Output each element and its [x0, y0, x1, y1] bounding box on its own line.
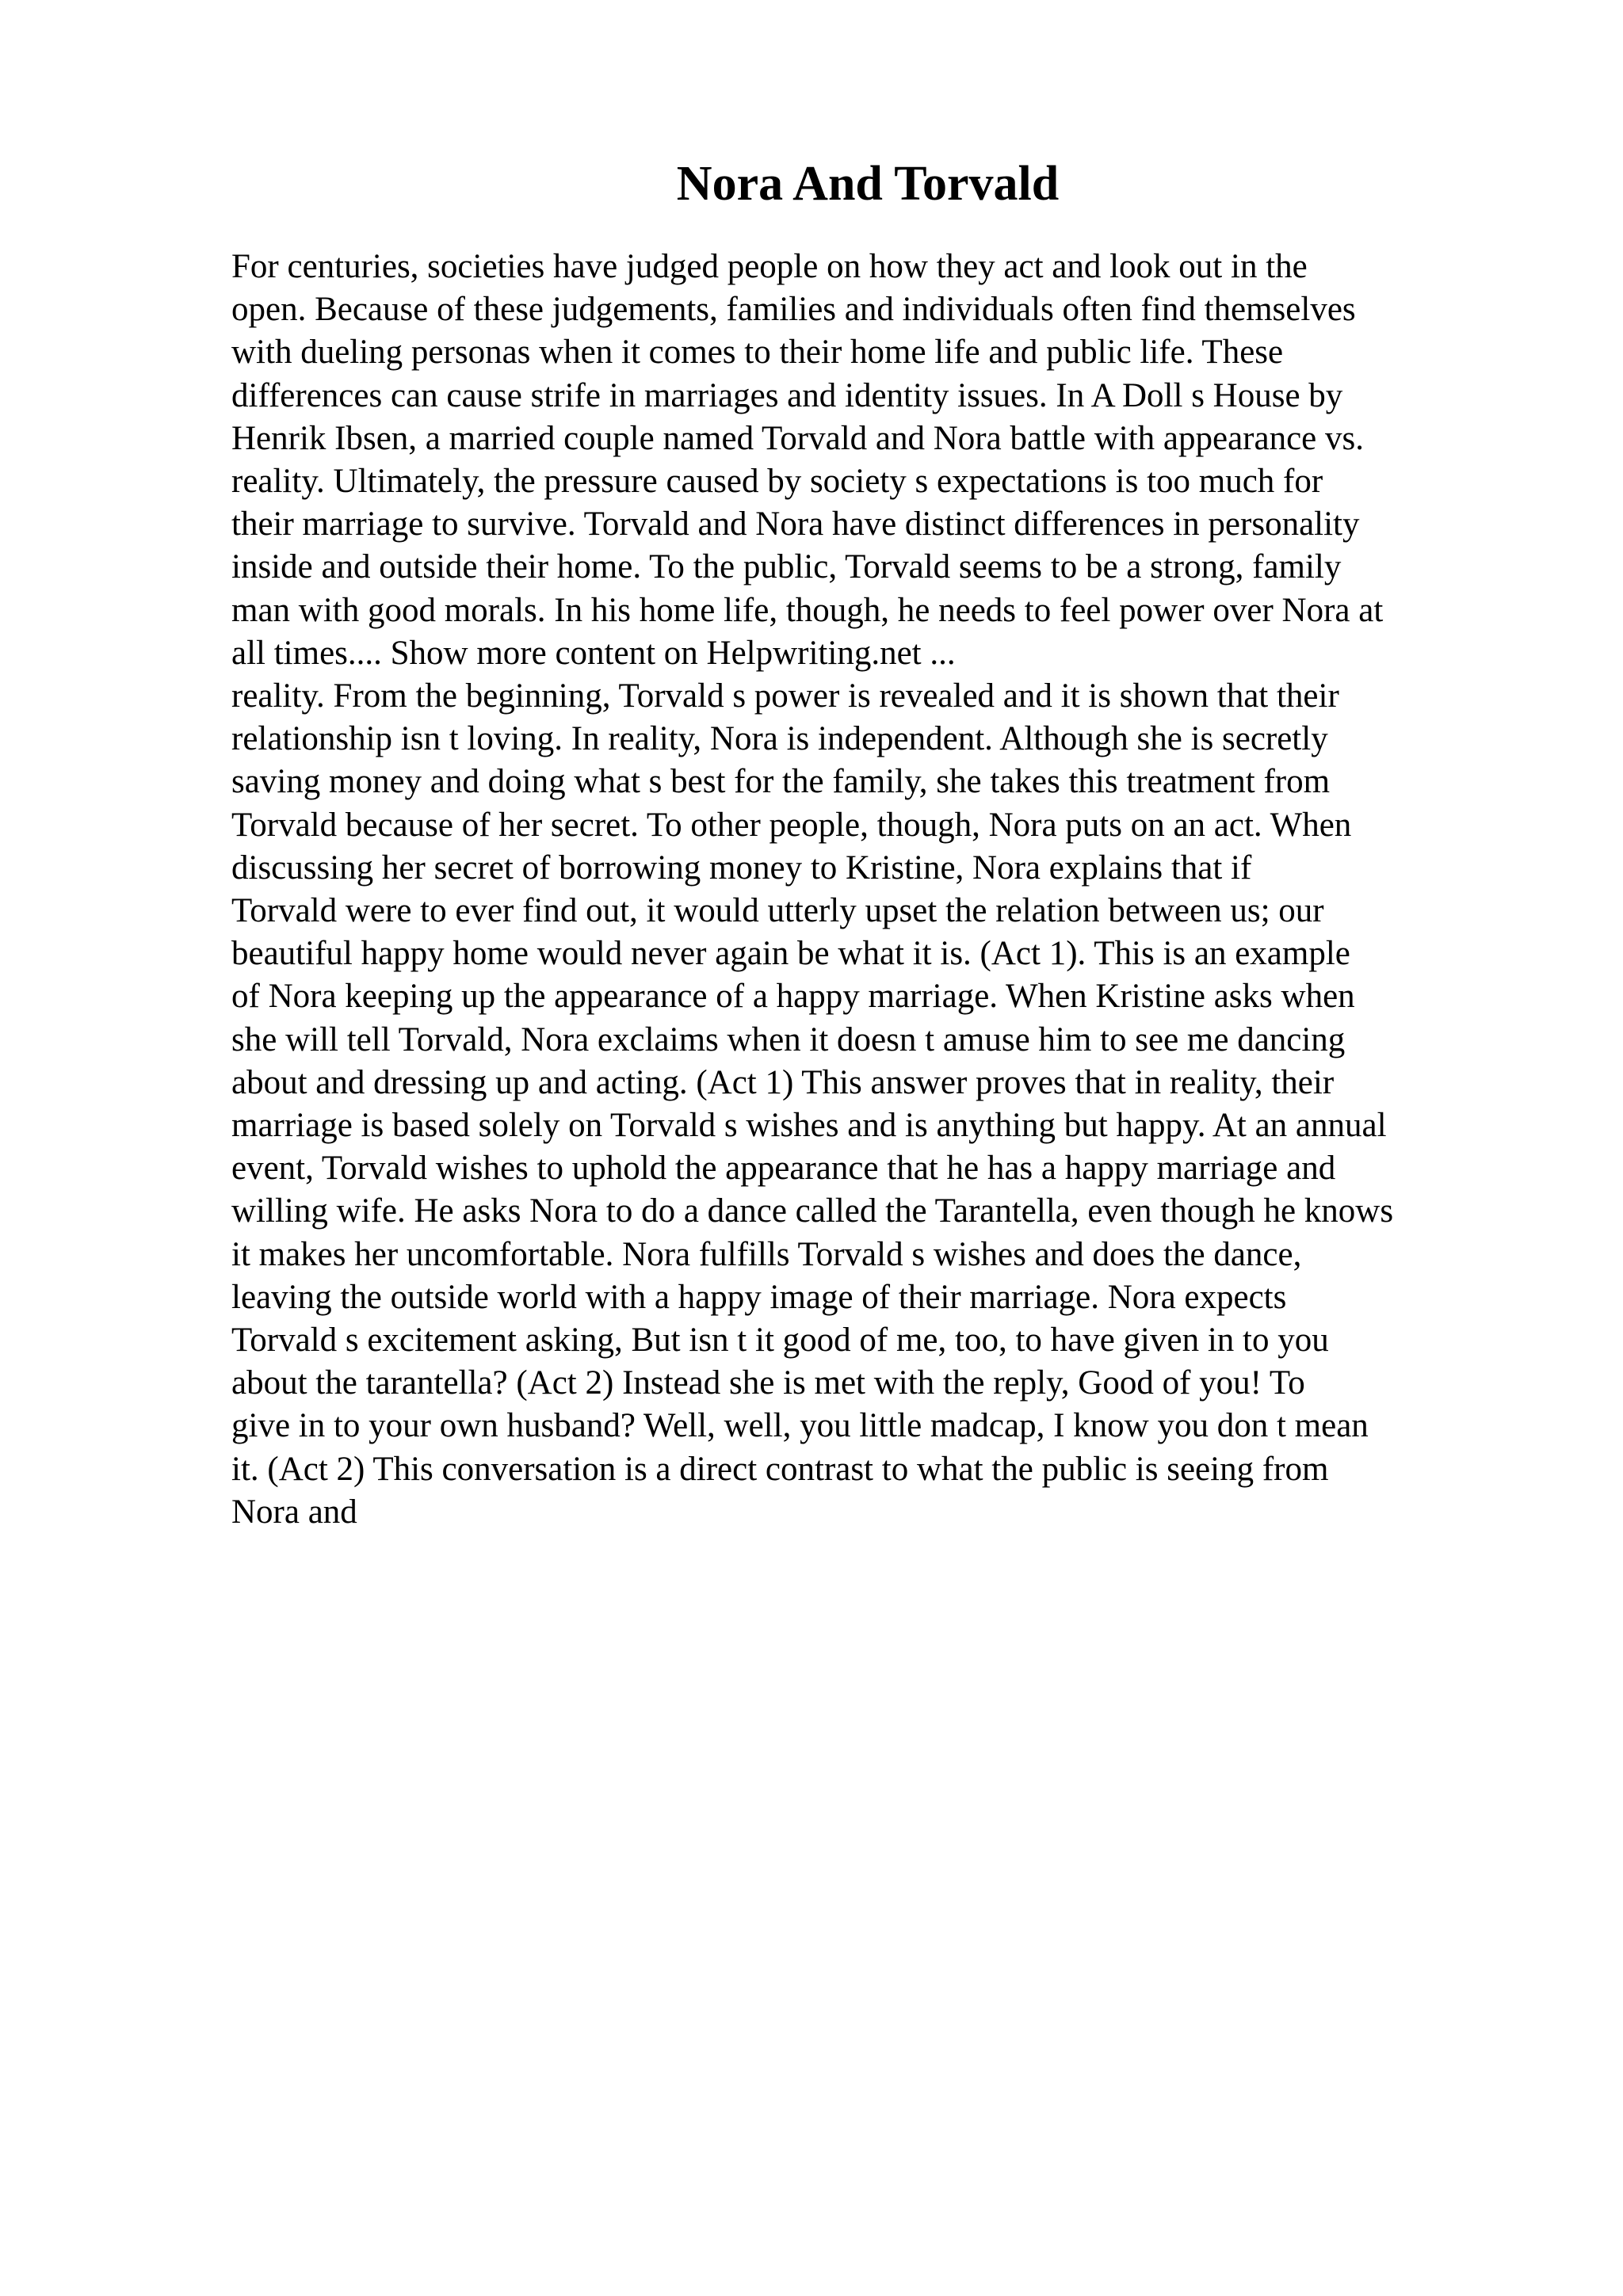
body-line: Henrik Ibsen, a married couple named Torvald and Nora battle with appearance vs.: [231, 419, 1364, 457]
body-line: differences can cause strife in marriages and identity issues. In A Doll s House by: [231, 376, 1343, 414]
body-line: beautiful happy home would never again be what it is. (Act 1). This is an example: [231, 935, 1350, 973]
body-line: saving money and doing what s best for the family, she takes this treatment from: [231, 763, 1331, 801]
body-line: about the tarantella? (Act 2) Instead she is met with the reply, Good of you! To: [231, 1364, 1305, 1402]
body-line: inside and outside their home. To the public, Torvald seems to be a strong, family: [231, 548, 1342, 586]
body-line: man with good morals. In his home life, though, he needs to feel power over Nora at: [231, 591, 1384, 629]
document-body: [231, 246, 1515, 1534]
body-line: relationship isn t loving. In reality, Nora is independent. Although she is secretly: [231, 720, 1328, 758]
body-line: Torvald were to ever find out, it would utterly upset the relation between us; our: [231, 892, 1324, 930]
body-line: open. Because of these judgements, families and individuals often find themselves: [231, 291, 1356, 329]
body-line: willing wife. He asks Nora to do a dance called the Tarantella, even though he knows: [231, 1192, 1394, 1230]
show-more-line: all times.... Show more content on Helpwriting.net ...: [231, 634, 956, 672]
document-title: Nora And Torvald: [676, 157, 1060, 211]
body-line: Torvald s excitement asking, But isn t it good of me, too, to have given in to you: [231, 1322, 1329, 1360]
body-line: reality. From the beginning, Torvald s power is revealed and it is shown that their: [231, 677, 1339, 715]
body-line: about and dressing up and acting. (Act 1) This answer proves that in reality, their: [231, 1063, 1335, 1101]
body-line: Nora and: [231, 1493, 357, 1531]
body-line: leaving the outside world with a happy image of their marriage. Nora expects: [231, 1278, 1287, 1316]
body-line: with dueling personas when it comes to their home life and public life. These: [231, 334, 1284, 372]
body-line: discussing her secret of borrowing money to Kristine, Nora explains that if: [231, 849, 1252, 887]
body-line: give in to your own husband? Well, well, you little madcap, I know you don t mean: [231, 1407, 1369, 1445]
body-line: their marriage to survive. Torvald and Nora have distinct differences in personality: [231, 505, 1360, 543]
body-line: event, Torvald wishes to uphold the appearance that he has a happy marriage and: [231, 1150, 1336, 1188]
body-line: marriage is based solely on Torvald s wishes and is anything but happy. At an annual: [231, 1107, 1387, 1145]
body-line: it. (Act 2) This conversation is a direct contrast to what the public is seeing from: [231, 1450, 1329, 1488]
body-line: of Nora keeping up the appearance of a happy marriage. When Kristine asks when: [231, 978, 1355, 1016]
body-line: it makes her uncomfortable. Nora fulfills Torvald s wishes and does the dance,: [231, 1235, 1302, 1273]
body-line: she will tell Torvald, Nora exclaims when it doesn t amuse him to see me dancing: [231, 1020, 1346, 1058]
body-line: Torvald because of her secret. To other people, though, Nora puts on an act. When: [231, 806, 1352, 844]
body-line: reality. Ultimately, the pressure caused by society s expectations is too much for: [231, 463, 1323, 501]
body-line: For centuries, societies have judged people on how they act and look out in the: [231, 248, 1308, 285]
